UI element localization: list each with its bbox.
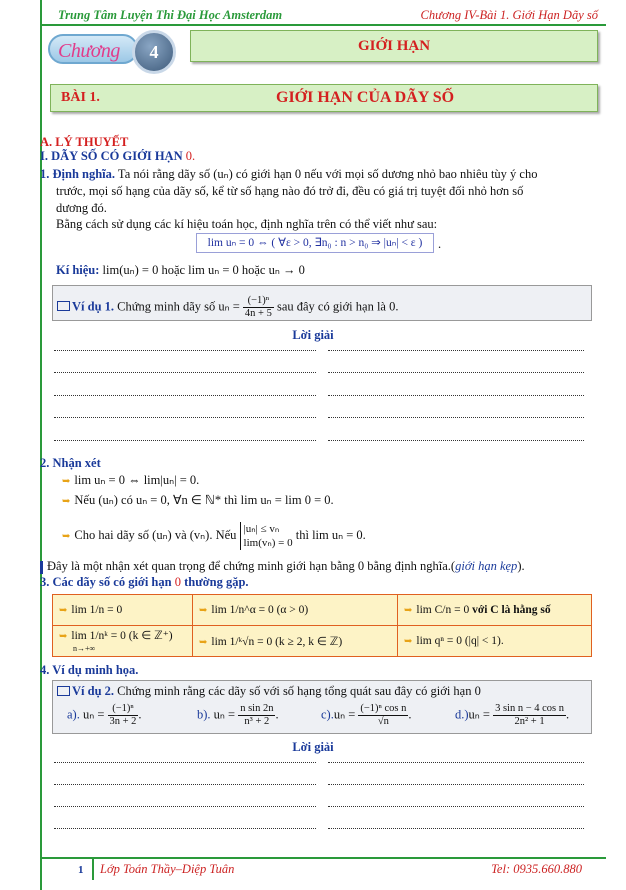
- bullet-icon: ➥: [62, 476, 71, 487]
- formula-period: .: [438, 237, 442, 251]
- bullet-icon: ➥: [59, 631, 68, 642]
- answer-line[interactable]: [54, 372, 316, 373]
- cond-2: lim(vₙ) = 0: [243, 537, 293, 549]
- bullet-icon: ➥: [59, 605, 68, 616]
- answer-line[interactable]: [54, 395, 316, 396]
- section-3-heading: [40, 574, 249, 590]
- table-cell: [398, 626, 592, 657]
- solution-label-1: Lời giải: [292, 328, 334, 342]
- kep-note: [40, 558, 525, 574]
- example-1-box: [52, 285, 592, 321]
- item-fraction: [108, 703, 139, 728]
- section-3-zero: 0: [174, 575, 181, 589]
- item-lhs: uₙ =: [333, 707, 356, 722]
- definition-formula: lim uₙ = 0 ⇔ ( ∀ε > 0, ∃n₀ : n > n₀ ⇒ |uₙ| < ε ): [196, 233, 434, 253]
- item-label: d.): [455, 707, 469, 722]
- example-2-b: b). uₙ = $\frac{\text{n sin 2n}}{\text{n³ + 2}}$ .: [197, 703, 279, 727]
- answer-line[interactable]: [54, 828, 316, 829]
- chapter-number: 4: [132, 30, 176, 74]
- book-icon: [57, 686, 70, 696]
- solution-label-2: Lời giải: [292, 740, 334, 754]
- footer-divider: [40, 857, 606, 859]
- notation-text: lim(uₙ) = 0 hoặc lim uₙ = 0 hoặc uₙ → 0: [99, 263, 305, 277]
- bullet-icon: ➥: [62, 496, 71, 507]
- chapter-title: GIỚI HẠN: [190, 30, 598, 62]
- section-a-heading: A. LÝ THUYẾT: [40, 135, 129, 149]
- definition-line2: trước, mọi số hạng của dãy số, kể từ số hạng nào đó trở đi, đều có giá trị tuyệt đối nhỏ hơn số: [56, 184, 524, 198]
- frac-den: n³ + 2: [244, 716, 270, 727]
- item-fraction: [358, 703, 408, 728]
- cell-text: lim 1/nᵏ = 0 (k ∈ ℤ⁺): [71, 630, 173, 642]
- header-center-name: Trung Tâm Luyện Thi Đại Học Amsterdam: [58, 8, 283, 22]
- notation-label: Kí hiệu:: [56, 263, 100, 277]
- answer-line[interactable]: [328, 417, 584, 418]
- answer-line[interactable]: [328, 395, 584, 396]
- table-cell: [398, 595, 592, 626]
- answer-line[interactable]: [54, 762, 316, 763]
- definition-text1: Ta nói rằng dãy số (uₙ) có giới hạn 0 nếu với mọi số dương nhỏ bao nhiêu tùy ý cho: [115, 167, 538, 181]
- item-label: c).: [321, 707, 334, 722]
- example-2-box: [52, 680, 592, 734]
- remark-3-system: [240, 522, 293, 550]
- item-label: b).: [197, 707, 211, 722]
- common-limits-table: [52, 594, 592, 657]
- example-2-prompt: [57, 683, 481, 699]
- item-fraction: [493, 703, 566, 728]
- answer-line[interactable]: [328, 784, 584, 785]
- cond-1: |uₙ| ≤ vₙ: [243, 523, 280, 535]
- lesson-title: GIỚI HẠN CỦA DÃY SỐ: [276, 89, 455, 106]
- lesson-number: BÀI 1.: [61, 90, 100, 105]
- table-cell: [193, 626, 398, 657]
- footer-phone: Tel: 0935.660.880: [491, 862, 582, 876]
- table-row: [53, 595, 592, 626]
- definition-line4: Bằng cách sử dụng các kí hiệu toán học, định nghĩa trên có thể viết như sau:: [56, 217, 438, 231]
- cell-bold: với C là hằng số: [469, 604, 551, 616]
- remark-2-text: Nếu (uₙ) có uₙ = 0, ∀n ∈ ℕ* thì lim uₙ = lim 0 = 0.: [74, 493, 334, 507]
- note-end: ).: [517, 559, 525, 573]
- frac-den: √n: [377, 716, 389, 727]
- section-i-text: I. DÃY SỐ CÓ GIỚI HẠN: [40, 149, 183, 163]
- cell-text: lim C/n = 0: [416, 604, 470, 616]
- answer-line[interactable]: [328, 762, 584, 763]
- page-number: 1: [78, 864, 84, 876]
- notation-line: [56, 262, 305, 278]
- item-lhs: uₙ =: [468, 707, 490, 722]
- section-i-zero: 0.: [185, 149, 196, 163]
- remark-3-end: thì lim uₙ = 0.: [295, 527, 366, 542]
- bullet-icon: ➥: [199, 637, 208, 648]
- definition-line1: [40, 166, 600, 182]
- answer-line[interactable]: [328, 806, 584, 807]
- table-cell: [193, 595, 398, 626]
- remark-1-text: lim uₙ = 0 ⇔ lim|uₙ| = 0.: [74, 473, 200, 487]
- note-marker-icon: [40, 561, 43, 574]
- answer-line[interactable]: [54, 806, 316, 807]
- remark-2: [62, 492, 334, 510]
- frac-num: n sin 2n: [240, 703, 274, 714]
- frac-num: (−1)ⁿ cos n: [360, 703, 407, 714]
- remarks-heading: 2. Nhận xét: [40, 456, 101, 470]
- footer-teacher: Lớp Toán Thầy–Diệp Tuân: [100, 862, 235, 876]
- example-2-label: Ví dụ 2.: [72, 684, 115, 698]
- header-chapter-lesson: Chương IV-Bài 1. Giới Hạn Dãy số: [420, 8, 598, 22]
- example-2-d: d.)uₙ = $\frac{\text{3 sin n − 4 cos n}}{\text{2n² + 1}}$ .: [455, 703, 570, 727]
- book-icon: [57, 301, 70, 311]
- example-2-text: Chứng minh rằng các dãy số với số hạng tổng quát sau đây có giới hạn 0: [114, 684, 481, 698]
- header-divider: [40, 24, 606, 26]
- table-cell: [53, 626, 193, 657]
- table-cell: [53, 595, 193, 626]
- example-2-a: a). uₙ = $\frac{\text{(−1)ⁿ}}{3n + 2}$ .: [67, 703, 142, 727]
- section-3-text: 3. Các dãy số có giới hạn: [40, 575, 172, 589]
- answer-line[interactable]: [54, 784, 316, 785]
- item-lhs: uₙ =: [82, 707, 105, 722]
- frac-den: 2n² + 1: [514, 716, 545, 727]
- remark-3-text: Cho hai dãy số (uₙ) và (vₙ). Nếu: [74, 527, 237, 542]
- cell-text: lim 1/ᵏ√n = 0 (k ≥ 2, k ∈ ℤ): [211, 636, 343, 648]
- bullet-icon: ➥: [62, 530, 71, 542]
- bullet-icon: ➥: [404, 605, 413, 616]
- bullet-icon: ➥: [404, 636, 413, 647]
- example-1-text: Chứng minh dãy số uₙ =: [114, 299, 240, 314]
- answer-line[interactable]: [54, 440, 316, 441]
- answer-line[interactable]: [328, 350, 584, 351]
- frac-num: (−1)ⁿ: [108, 703, 139, 716]
- definition-label: 1. Định nghĩa.: [40, 167, 116, 181]
- answer-line[interactable]: [328, 828, 584, 829]
- cell-text: lim 1/n = 0: [71, 604, 123, 616]
- note-text: Đây là một nhận xét quan trọng để chứng minh giới hạn bằng 0 bằng định nghĩa.(: [47, 559, 456, 573]
- example-1-label: Ví dụ 1.: [72, 299, 115, 314]
- example-1-fraction: [243, 295, 274, 320]
- frac-num: (−1)ⁿ: [243, 295, 274, 308]
- frac-den: 3n + 2: [109, 716, 137, 727]
- answer-line[interactable]: [54, 417, 316, 418]
- note-kep: giới hạn kẹp: [455, 559, 518, 573]
- section-i-heading: [40, 148, 195, 164]
- definition-line3: dương đó.: [56, 201, 107, 215]
- item-fraction: [238, 703, 275, 728]
- lesson-banner: [50, 84, 598, 112]
- table-row: [53, 626, 592, 657]
- item-lhs: uₙ =: [213, 707, 236, 722]
- example-1-content: [57, 295, 398, 320]
- answer-line[interactable]: [328, 372, 584, 373]
- remark-1: [62, 472, 199, 490]
- example-1-text-end: sau đây có giới hạn là 0.: [276, 299, 399, 314]
- cell-text: lim 1/n^α = 0 (α > 0): [211, 604, 309, 616]
- example-2-c: c).uₙ = $\frac{\text{(−1)ⁿ cos n}}{√n}$ .: [321, 703, 412, 727]
- chapter-word: Chương: [58, 40, 120, 62]
- answer-line[interactable]: [54, 350, 316, 351]
- cell-text: lim qⁿ = 0 (|q| < 1).: [416, 635, 504, 647]
- remark-3: [62, 522, 366, 550]
- frac-num: 3 sin n − 4 cos n: [495, 703, 564, 714]
- cell-subscript: n→+∞: [73, 644, 96, 653]
- bullet-icon: ➥: [199, 605, 208, 616]
- section-4-heading: 4. Ví dụ minh họa.: [40, 663, 139, 677]
- footer-separator: [92, 858, 94, 880]
- section-3-end: thường gặp.: [184, 575, 249, 589]
- item-label: a).: [67, 707, 80, 722]
- frac-den: 4n + 5: [244, 308, 272, 319]
- answer-line[interactable]: [328, 440, 584, 441]
